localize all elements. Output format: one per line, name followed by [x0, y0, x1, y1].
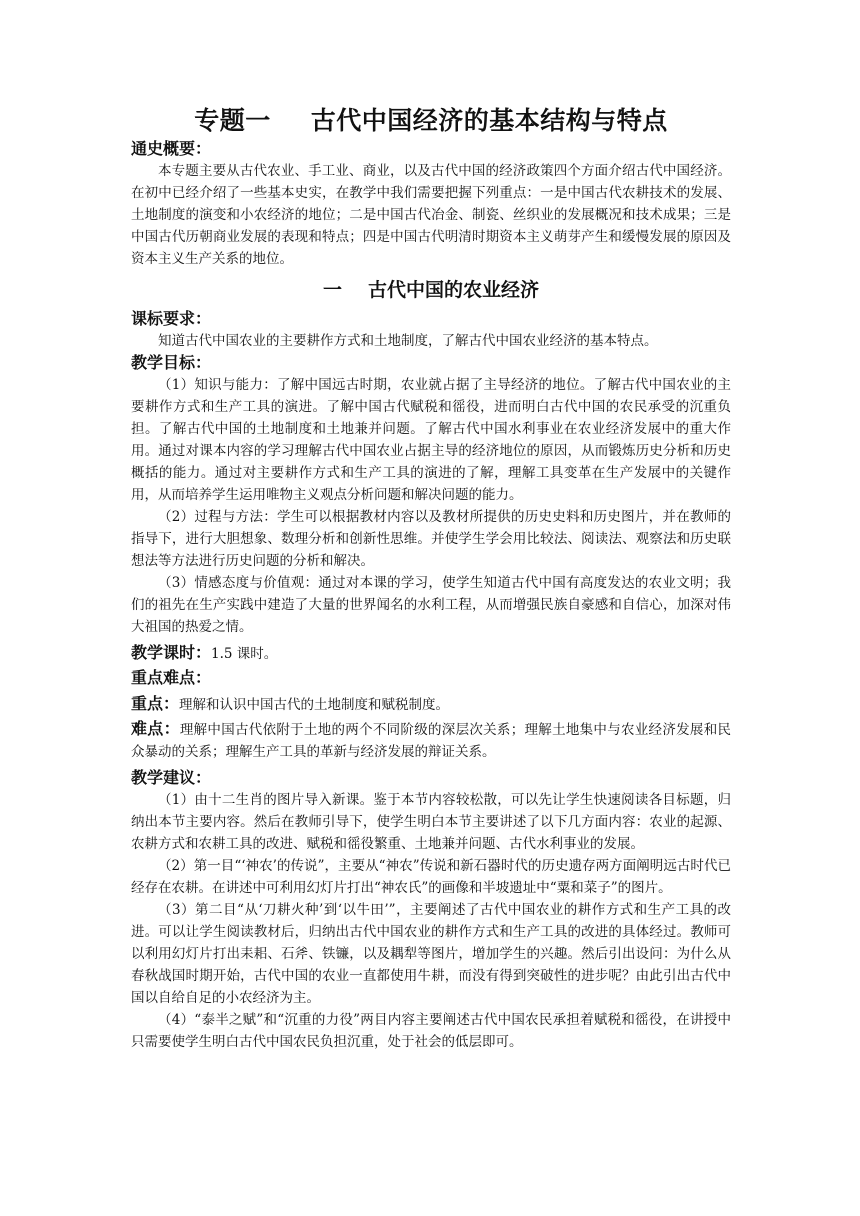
difficult-text: 理解中国古代依附于土地的两个不同阶级的深层次关系；理解土地集中与农业经济发展和民众暴动的关系；理解生产工具的革新与经济发展的辩证关系。: [131, 722, 731, 760]
section-number: 一: [322, 279, 342, 301]
key-label: 重点：: [131, 694, 180, 713]
overview-paragraph: 本专题主要从古代农业、手工业、商业，以及古代中国的经济政策四个方面介绍古代中国经济。在初中已经介绍了一些基本史实，在教学中我们需要把握下列重点：一是中国古代农耕技术的发展、土地制度的演变和小农经济的地位；二是中国古代冶金、制瓷、丝织业的发展概况和技术成果；三是中国古代历朝商业发展的表现和特点；四是中国古代明清时期资本主义萌芽产生和缓慢发展的原因及资本主义生产关系的地位。: [131, 163, 731, 267]
goal-process: （2）过程与方法：学生可以根据教材内容以及教材所提供的历史史料和历史图片，并在教师的指导下，进行大胆想象、数理分析和创新性思维。并使学生学会用比较法、阅读法、观察法和历史联想法等方法进行历史问题的分析和解决。: [131, 509, 731, 569]
document-content: [131, 104, 731, 1053]
difficult-row: [131, 718, 731, 763]
advice-item-2: （2）第一目“‘神农’的传说”，主要从“神农”传说和新石器时代的历史遗存两方面阐明远古时代已经存在农耕。在讲述中可利用幻灯片打出“神农氏”的画像和半坡遗址中“粟和菜子”的图片。: [131, 858, 731, 896]
key-row: [131, 693, 731, 716]
title-topic-number: 专题一: [194, 106, 271, 135]
keypoints-heading: 重点难点：: [131, 668, 212, 687]
title-topic-name: 古代中国经济的基本结构与特点: [310, 106, 668, 135]
difficult-label: 难点：: [131, 719, 180, 738]
standards-heading: 课标要求：: [131, 309, 212, 328]
overview-heading: 通史概要：: [131, 139, 212, 158]
key-text: 理解和认识中国古代的土地制度和赋税制度。: [179, 697, 450, 713]
goals-heading: 教学目标：: [131, 353, 212, 372]
goal-knowledge: （1）知识与能力：了解中国远古时期，农业就占据了主导经济的地位。了解古代中国农业的主要耕作方式和生产工具的演进。了解中国古代赋税和徭役，进而明白古代中国的农民承受的沉重负担。了解古代中国的土地制度和土地兼并问题。了解古代中国水利事业在农业经济发展中的重大作用。通过对课本内容的学习理解古代中国农业占据主导的经济地位的原因，从而锻炼历史分析和历史概括的能力。通过对主要耕作方式和生产工具的演进的了解，理解工具变革在生产发展中的关键作用，从而培养学生运用唯物主义观点分析问题和解决问题的能力。: [131, 377, 731, 503]
hours-label: 教学课时：: [131, 643, 212, 662]
section-name: 古代中国的农业经济: [368, 279, 540, 301]
advice-item-1: （1）由十二生肖的图片导入新课。鉴于本节内容较松散，可以先让学生快速阅读各目标题，归纳出本节主要内容。然后在教师引导下，使学生明白本节主要讲述了以下几方面内容：农业的起源、农耕方式和农耕工具的改进、赋税和徭役繁重、土地兼并问题、古代水利事业的发展。: [131, 792, 731, 852]
goal-emotion: （3）情感态度与价值观：通过对本课的学习，使学生知道古代中国有高度发达的农业文明；我们的祖先在生产实践中建造了大量的世界闻名的水利工程，从而增强民族自豪感和自信心，加深对伟大祖国的热爱之情。: [131, 575, 731, 635]
page-title: [131, 104, 731, 138]
advice-item-4: （4）“泰半之赋”和“沉重的力役”两目内容主要阐述古代中国农民承担着赋税和徭役，在讲授中只需要使学生明白古代中国农民负担沉重，处于社会的低层即可。: [131, 1012, 731, 1050]
advice-item-3: （3）第二目“从‘刀耕火种’到‘以牛田’”，主要阐述了古代中国农业的耕作方式和生产工具的改进。可以让学生阅读教材后，归纳出古代中国农业的耕作方式和生产工具的改进的具体经过。教师可以利用幻灯片打出耒耜、石斧、铁镰，以及耦犁等图片，增加学生的兴趣。然后引出设问：为什么从春秋战国时期开始，古代中国的农业一直都使用牛耕，而没有得到突破性的进步呢？由此引出古代中国以自给自足的小农经济为主。: [131, 902, 731, 1006]
hours-row: [131, 642, 731, 665]
standards-paragraph: 知道古代中国农业的主要耕作方式和土地制度，了解古代中国农业经济的基本特点。: [158, 333, 658, 349]
hours-value: 1.5 课时。: [211, 646, 278, 662]
section-title: [131, 276, 731, 304]
advice-heading: 教学建议：: [131, 768, 212, 787]
